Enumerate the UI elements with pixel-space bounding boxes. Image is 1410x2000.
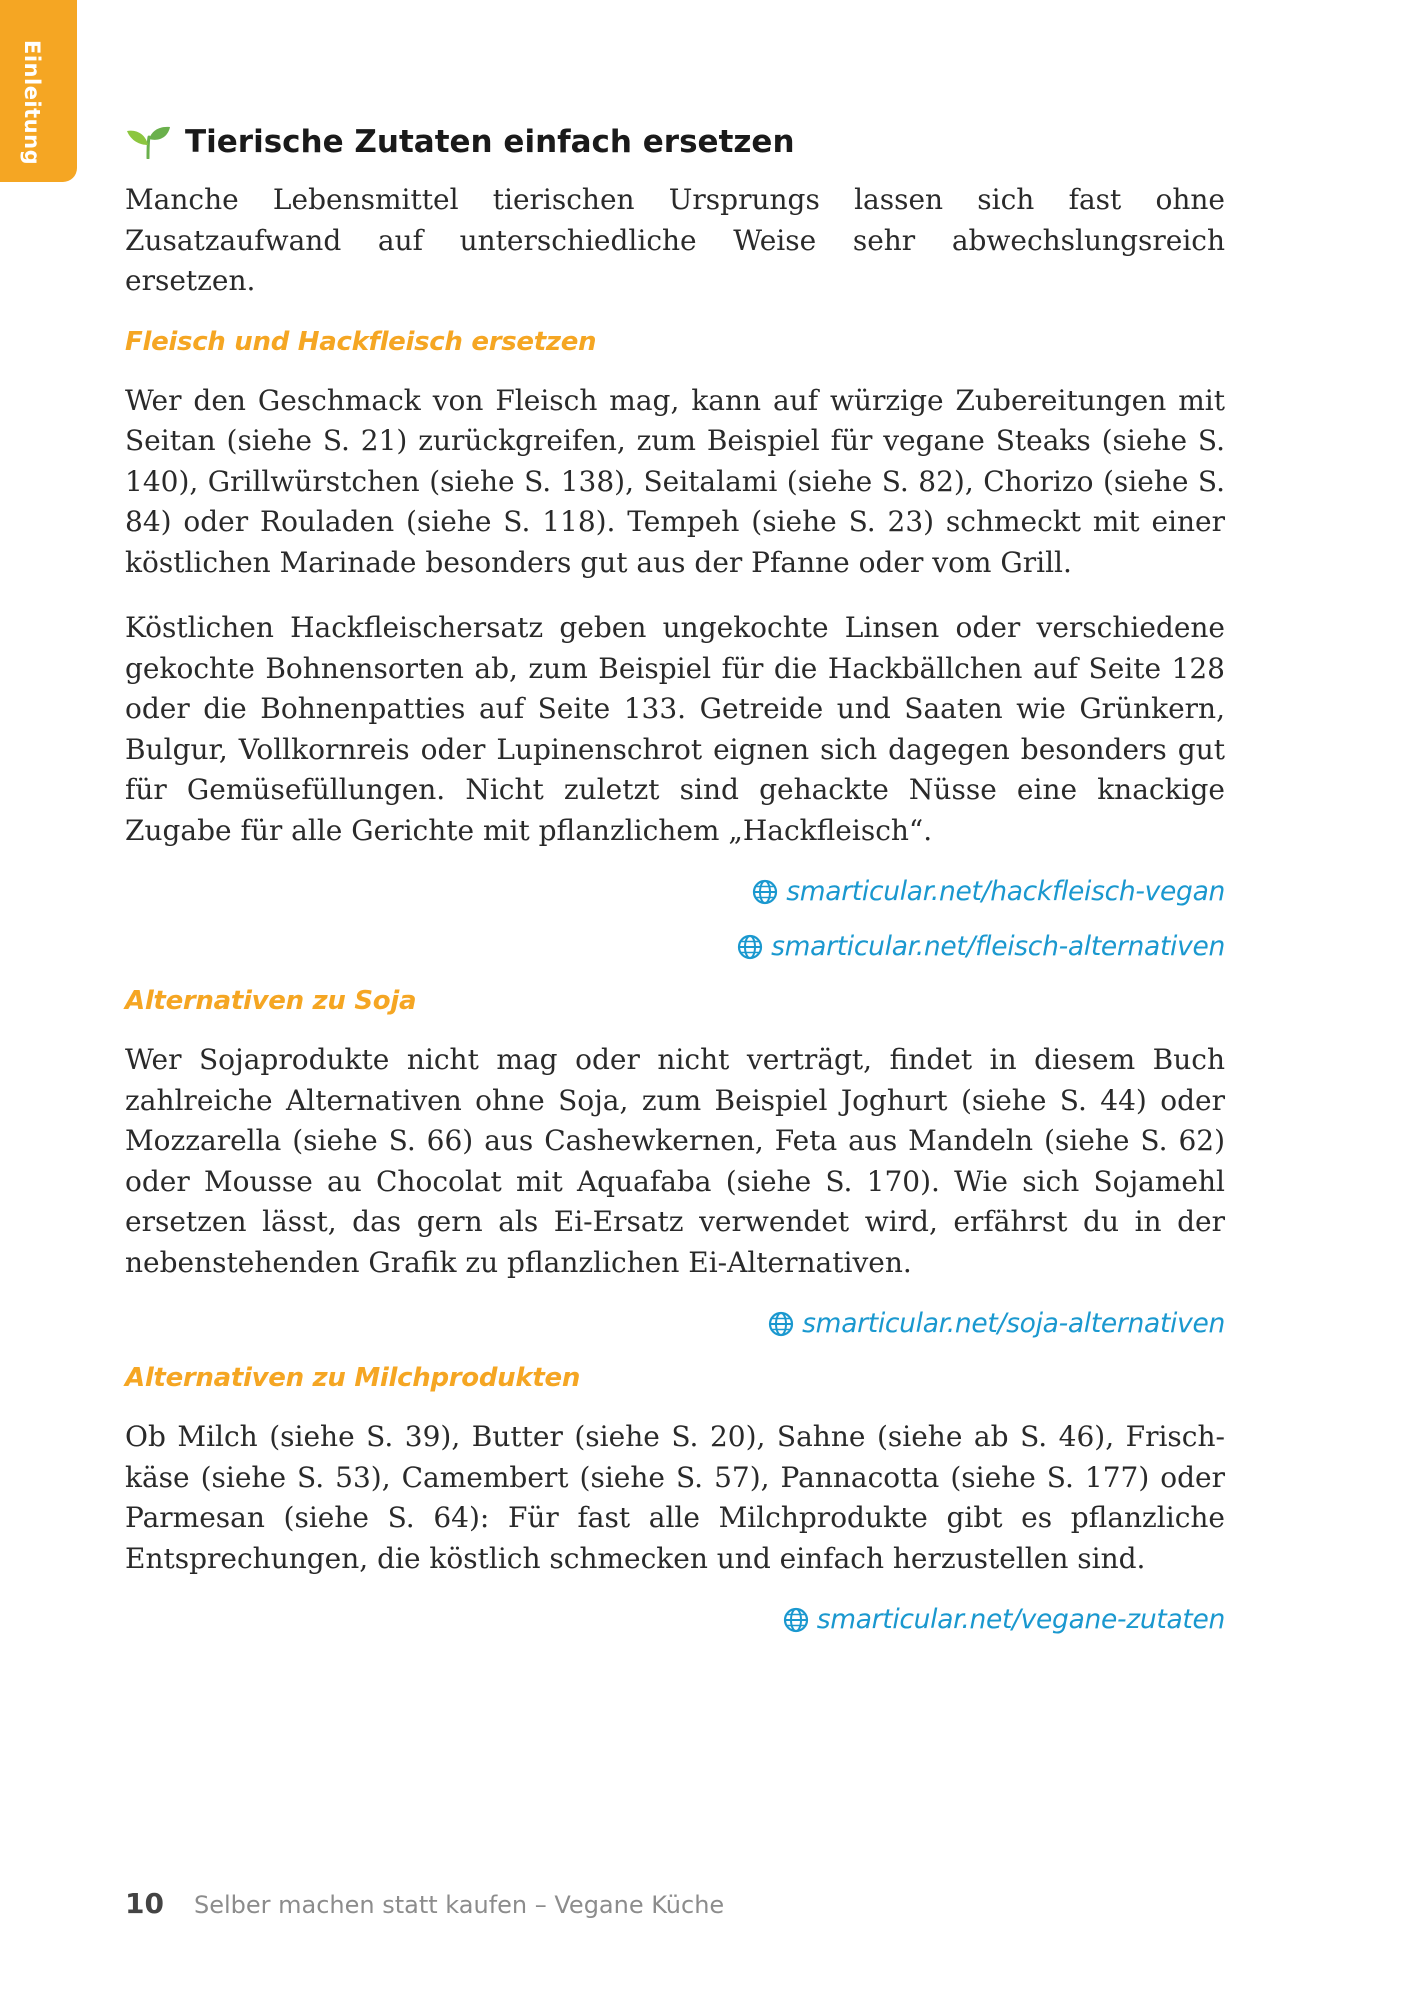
section-heading bbox=[125, 124, 1225, 160]
page-footer bbox=[125, 1887, 724, 1920]
globe-icon bbox=[783, 1607, 809, 1633]
page-content bbox=[125, 124, 1225, 1659]
link-fleisch-alternativen[interactable] bbox=[125, 931, 1225, 962]
link-text[interactable]: smarticular.net/vegane-zutaten bbox=[816, 1604, 1225, 1635]
globe-icon bbox=[737, 934, 763, 960]
subheading-soy: Alternativen zu Soja bbox=[125, 986, 417, 1016]
sprout-icon bbox=[125, 125, 171, 159]
globe-icon bbox=[768, 1311, 794, 1337]
chapter-tab-label: Einleitung bbox=[20, 40, 44, 166]
subheading-dairy: Alternativen zu Milchprodukten bbox=[125, 1363, 581, 1393]
paragraph-meat-1: Wer den Geschmack von Fleisch mag, kann auf würzige Zubereitungen mit Seitan (siehe S. 21) zurückgreifen, zum Beispiel für vegane Steaks (siehe S. 140), Grillwürstchen (siehe S. 138), Seitalami (siehe S. 82), Chorizo (siehe S. 84) oder Rouladen (siehe S. 118). Tempeh (siehe S. 23) schmeckt mit einer köstlichen Marinade besonders gut aus der Pfanne oder vom Grill. bbox=[125, 383, 1225, 579]
link-hackfleisch-vegan[interactable] bbox=[125, 876, 1225, 907]
subheading-meat: Fleisch und Hackfleisch ersetzen bbox=[125, 326, 597, 357]
book-title: Selber machen statt kaufen – Vegane Küche bbox=[193, 1891, 725, 1919]
link-text[interactable]: smarticular.net/hackfleisch-vegan bbox=[786, 876, 1225, 907]
page-number: 10 bbox=[125, 1887, 164, 1920]
chapter-tab bbox=[0, 0, 77, 182]
link-soja-alternativen[interactable] bbox=[125, 1308, 1225, 1339]
globe-icon bbox=[752, 879, 778, 905]
paragraph-meat-2: Köstlichen Hackfleischersatz geben ungekochte Linsen oder verschiedene gekochte Bohnensorten ab, zum Beispiel für die Hackbällchen auf Seite 128 oder die Bohnenpatties auf Seite 133. Getreide und Saaten wie Grünkern, Bulgur, Vollkornreis oder Lupinenschrot eignen sich dagegen besonders gut für Gemüsefüllungen. Nicht zuletzt sind gehackte Nüsse eine knackige Zugabe für alle Gerichte mit pflanzlichem „Hackfleisch“. bbox=[125, 611, 1225, 847]
link-text[interactable]: smarticular.net/soja-alternativen bbox=[802, 1308, 1225, 1339]
paragraph-soy: Wer Sojaprodukte nicht mag oder nicht verträgt, findet in diesem Buch zahlreiche Alternativen ohne Soja, zum Beispiel Joghurt (siehe S. 44) oder Mozzarella (siehe S. 66) aus Cashewkernen, Feta aus Mandeln (siehe S. 62) oder Mousse au Chocolat mit Aquafaba (siehe S. 170). Wie sich Sojamehl ersetzen lässt, das gern als Ei-Ersatz verwendet wird, erfährst du in der nebenstehenden Grafik zu pflanzlichen Ei-Alternativen. bbox=[125, 1043, 1225, 1279]
link-vegane-zutaten[interactable] bbox=[125, 1604, 1225, 1635]
link-text[interactable]: smarticular.net/fleisch-alternativen bbox=[771, 931, 1225, 962]
paragraph-dairy: Ob Milch (siehe S. 39), Butter (siehe S. 20), Sahne (siehe ab S. 46), Frischkäse (siehe S. 53), Camembert (siehe S. 57), Pannacotta (siehe S. 177) oder Parmesan (siehe S. 64): Für fast alle Milchprodukte gibt es pflanzliche Entsprechungen, die köstlich schmecken und einfach herzustellen sind. bbox=[125, 1420, 1225, 1575]
intro-paragraph: Manche Lebensmittel tierischen Ursprungs lassen sich fast ohne Zusatzaufwand auf unterschiedliche Weise sehr abwechslungsreich ersetzen. bbox=[125, 183, 1225, 297]
heading-text: Tierische Zutaten einfach ersetzen bbox=[185, 124, 795, 160]
